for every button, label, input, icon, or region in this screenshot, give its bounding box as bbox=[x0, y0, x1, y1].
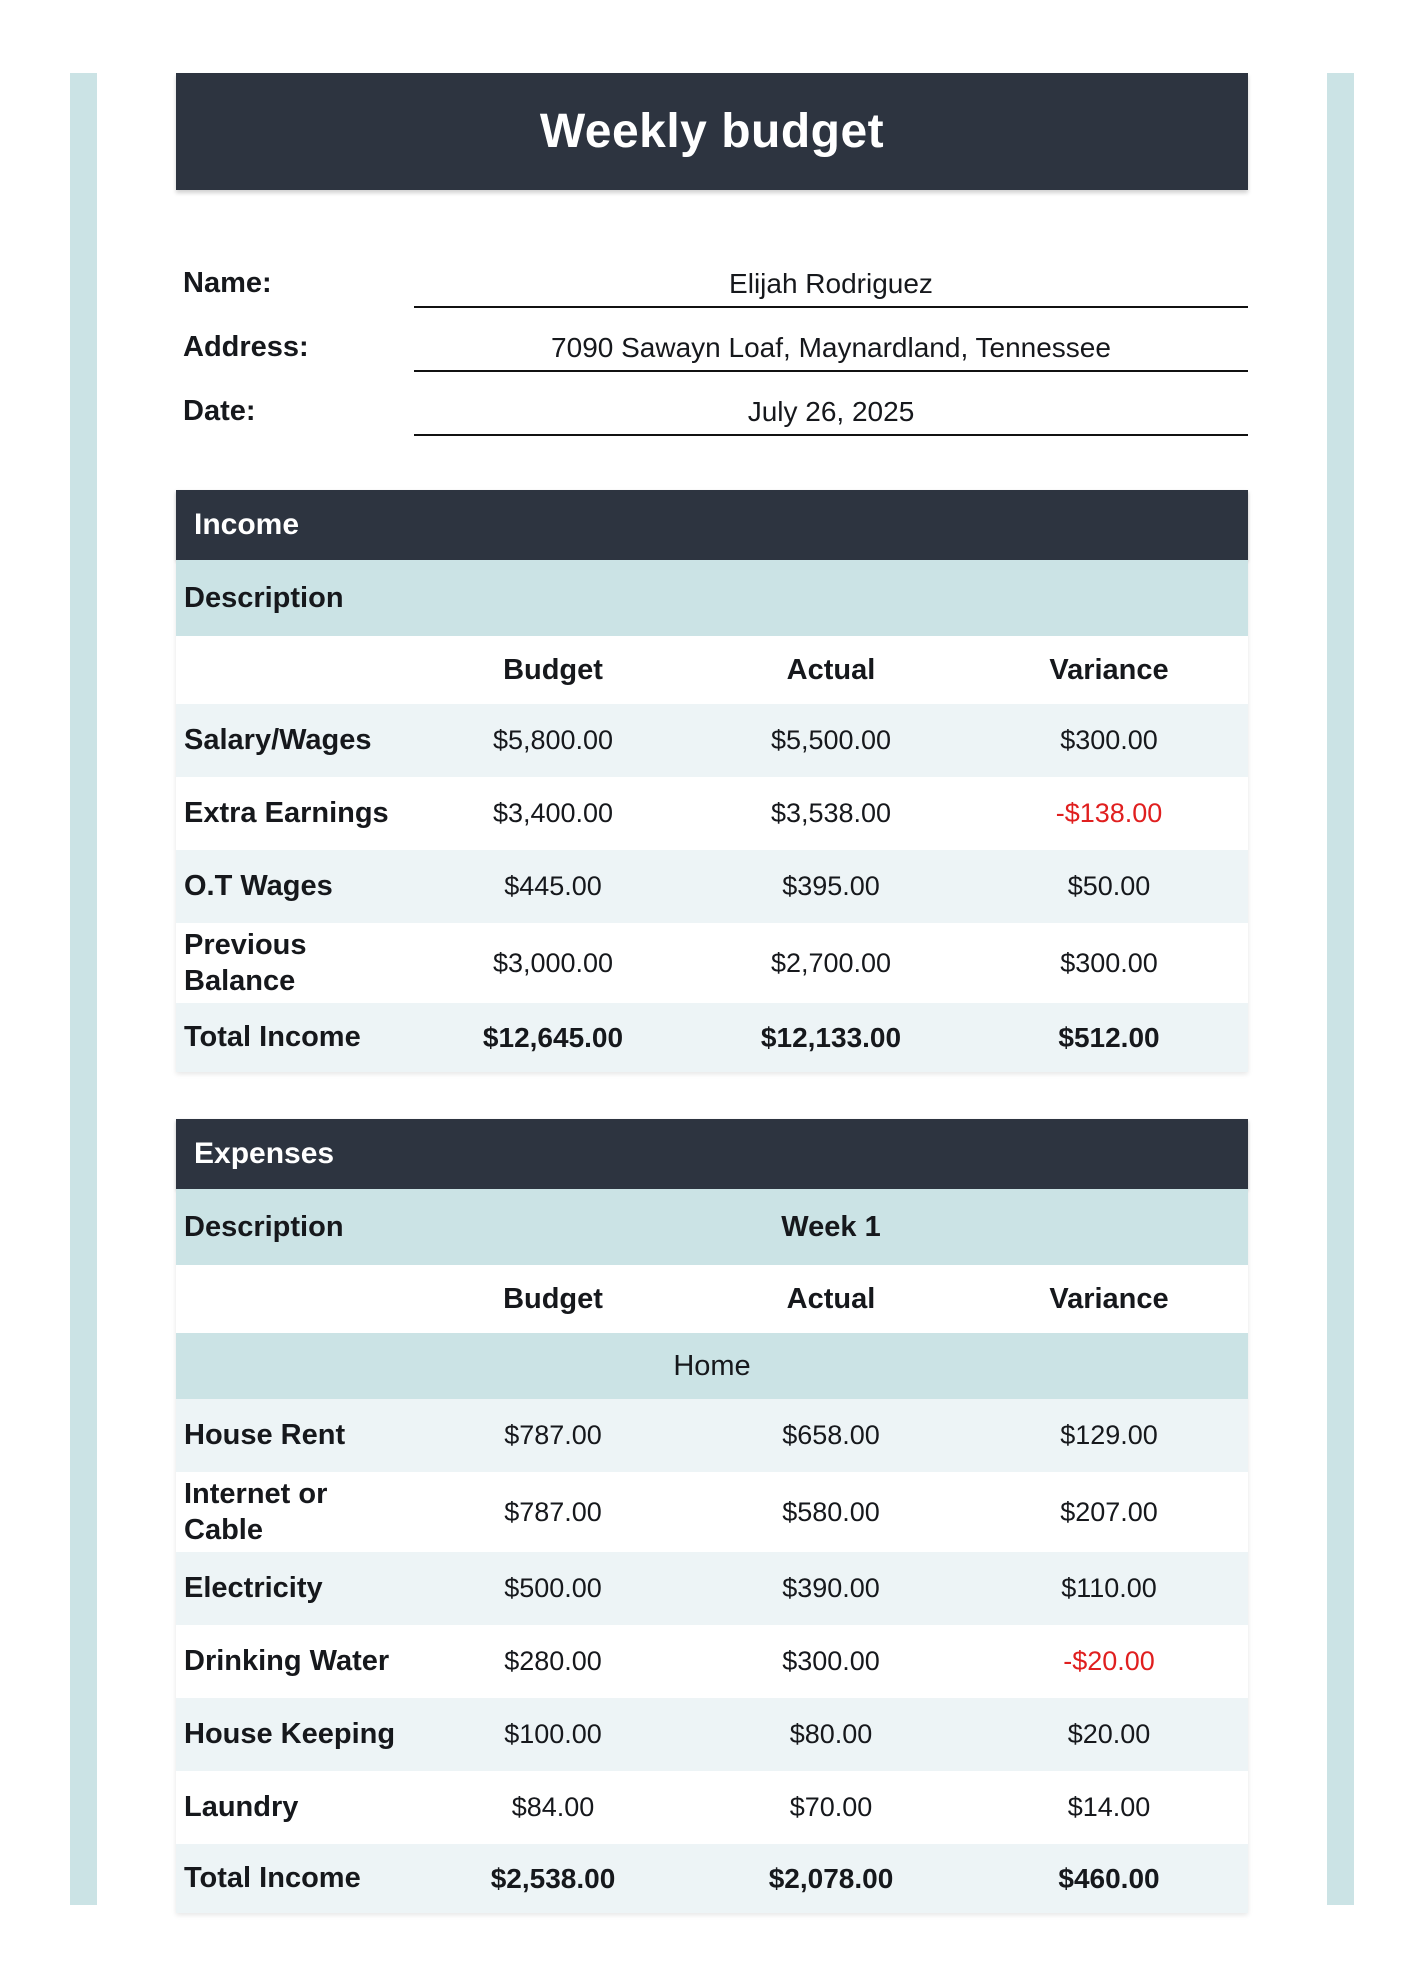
actual-value: $80.00 bbox=[789, 1719, 873, 1749]
info-fields bbox=[176, 244, 1248, 436]
total-variance-value: $460.00 bbox=[1058, 1862, 1160, 1894]
actual-value: $5,500.00 bbox=[770, 725, 892, 755]
actual-value: $395.00 bbox=[782, 871, 880, 901]
name-input[interactable]: Elijah Rodriguez bbox=[414, 268, 1248, 308]
row-label: Previous Balance bbox=[184, 928, 307, 997]
actual-value: $300.00 bbox=[782, 1646, 880, 1676]
variance-value: $14.00 bbox=[1067, 1792, 1151, 1822]
budget-value: $5,800.00 bbox=[492, 725, 614, 755]
row-label: Laundry bbox=[184, 1791, 299, 1824]
date-input[interactable]: July 26, 2025 bbox=[414, 396, 1248, 436]
table-row bbox=[176, 850, 1248, 923]
table-row bbox=[176, 1399, 1248, 1472]
variance-value: $300.00 bbox=[1060, 947, 1158, 978]
table-row bbox=[176, 1625, 1248, 1698]
variance-value: $50.00 bbox=[1067, 871, 1151, 901]
variance-value: $110.00 bbox=[1061, 1573, 1157, 1603]
row-label: House Keeping bbox=[184, 1718, 396, 1751]
income-description-label: Description bbox=[184, 581, 344, 614]
title-bar bbox=[176, 73, 1248, 190]
variance-value: $20.00 bbox=[1067, 1719, 1151, 1749]
income-budget-column-header: Budget bbox=[503, 653, 603, 686]
total-actual-value: $2,078.00 bbox=[768, 1862, 894, 1894]
address-label: Address: bbox=[183, 331, 309, 363]
table-row bbox=[176, 1552, 1248, 1625]
total-actual-value: $12,133.00 bbox=[760, 1021, 902, 1053]
total-variance-value: $512.00 bbox=[1058, 1021, 1160, 1053]
budget-value: $3,000.00 bbox=[492, 947, 614, 978]
table-row bbox=[176, 1698, 1248, 1771]
budget-value: $500.00 bbox=[504, 1573, 602, 1603]
actual-value: $658.00 bbox=[782, 1420, 880, 1450]
week-label: Week 1 bbox=[781, 1210, 881, 1243]
table-row bbox=[176, 1771, 1248, 1844]
expenses-total-row bbox=[176, 1844, 1248, 1913]
actual-value: $580.00 bbox=[782, 1496, 880, 1527]
income-actual-column-header: Actual bbox=[786, 653, 876, 686]
income-total-row bbox=[176, 1003, 1248, 1072]
budget-value: $445.00 bbox=[504, 871, 602, 901]
row-label: House Rent bbox=[184, 1419, 346, 1452]
row-label: O.T Wages bbox=[184, 870, 333, 903]
date-field-row bbox=[176, 372, 1248, 436]
budget-value: $787.00 bbox=[504, 1496, 602, 1527]
row-label: Internet or Cable bbox=[184, 1477, 328, 1546]
right-accent-strip bbox=[1327, 73, 1354, 1905]
address-input[interactable]: 7090 Sawayn Loaf, Maynardland, Tennessee bbox=[414, 332, 1248, 372]
income-description-row bbox=[176, 560, 1248, 636]
expenses-column-headers bbox=[176, 1265, 1248, 1333]
table-row bbox=[176, 704, 1248, 777]
expenses-actual-column-header: Actual bbox=[786, 1282, 876, 1315]
document-page bbox=[176, 73, 1248, 1913]
left-accent-strip bbox=[70, 73, 97, 1905]
date-label: Date: bbox=[183, 395, 256, 427]
total-label: Total Income bbox=[184, 1862, 361, 1895]
table-row bbox=[176, 777, 1248, 850]
expenses-section-header: Expenses bbox=[176, 1119, 1248, 1189]
address-field-row bbox=[176, 308, 1248, 372]
income-section bbox=[176, 490, 1248, 1072]
budget-value: $100.00 bbox=[504, 1719, 602, 1749]
row-label: Salary/Wages bbox=[184, 724, 372, 757]
actual-value: $390.00 bbox=[782, 1573, 880, 1603]
total-label: Total Income bbox=[184, 1021, 361, 1054]
variance-value: -$138.00 bbox=[1055, 798, 1163, 828]
budget-value: $3,400.00 bbox=[492, 798, 614, 828]
budget-value: $787.00 bbox=[504, 1420, 602, 1450]
expenses-description-row bbox=[176, 1189, 1248, 1265]
expenses-group-header-home: Home bbox=[176, 1333, 1248, 1399]
variance-value: $300.00 bbox=[1060, 725, 1158, 755]
name-field-row bbox=[176, 244, 1248, 308]
income-section-header: Income bbox=[176, 490, 1248, 560]
actual-value: $3,538.00 bbox=[770, 798, 892, 828]
total-budget-value: $2,538.00 bbox=[490, 1862, 616, 1894]
income-column-headers bbox=[176, 636, 1248, 704]
table-row bbox=[176, 1472, 1248, 1552]
table-row bbox=[176, 923, 1248, 1003]
variance-value: $129.00 bbox=[1060, 1420, 1158, 1450]
actual-value: $2,700.00 bbox=[770, 947, 892, 978]
row-label: Electricity bbox=[184, 1572, 323, 1605]
expenses-section bbox=[176, 1119, 1248, 1913]
budget-value: $84.00 bbox=[511, 1792, 595, 1822]
expenses-budget-column-header: Budget bbox=[503, 1282, 603, 1315]
page-title: Weekly budget bbox=[539, 105, 885, 158]
expenses-variance-column-header: Variance bbox=[1049, 1282, 1169, 1315]
row-label: Drinking Water bbox=[184, 1645, 390, 1678]
name-label: Name: bbox=[183, 267, 272, 299]
expenses-description-label: Description bbox=[184, 1210, 344, 1243]
total-budget-value: $12,645.00 bbox=[482, 1021, 624, 1053]
actual-value: $70.00 bbox=[789, 1792, 873, 1822]
variance-value: -$20.00 bbox=[1063, 1646, 1155, 1676]
row-label: Extra Earnings bbox=[184, 797, 389, 830]
income-variance-column-header: Variance bbox=[1049, 653, 1169, 686]
variance-value: $207.00 bbox=[1060, 1496, 1158, 1527]
budget-value: $280.00 bbox=[504, 1646, 602, 1676]
